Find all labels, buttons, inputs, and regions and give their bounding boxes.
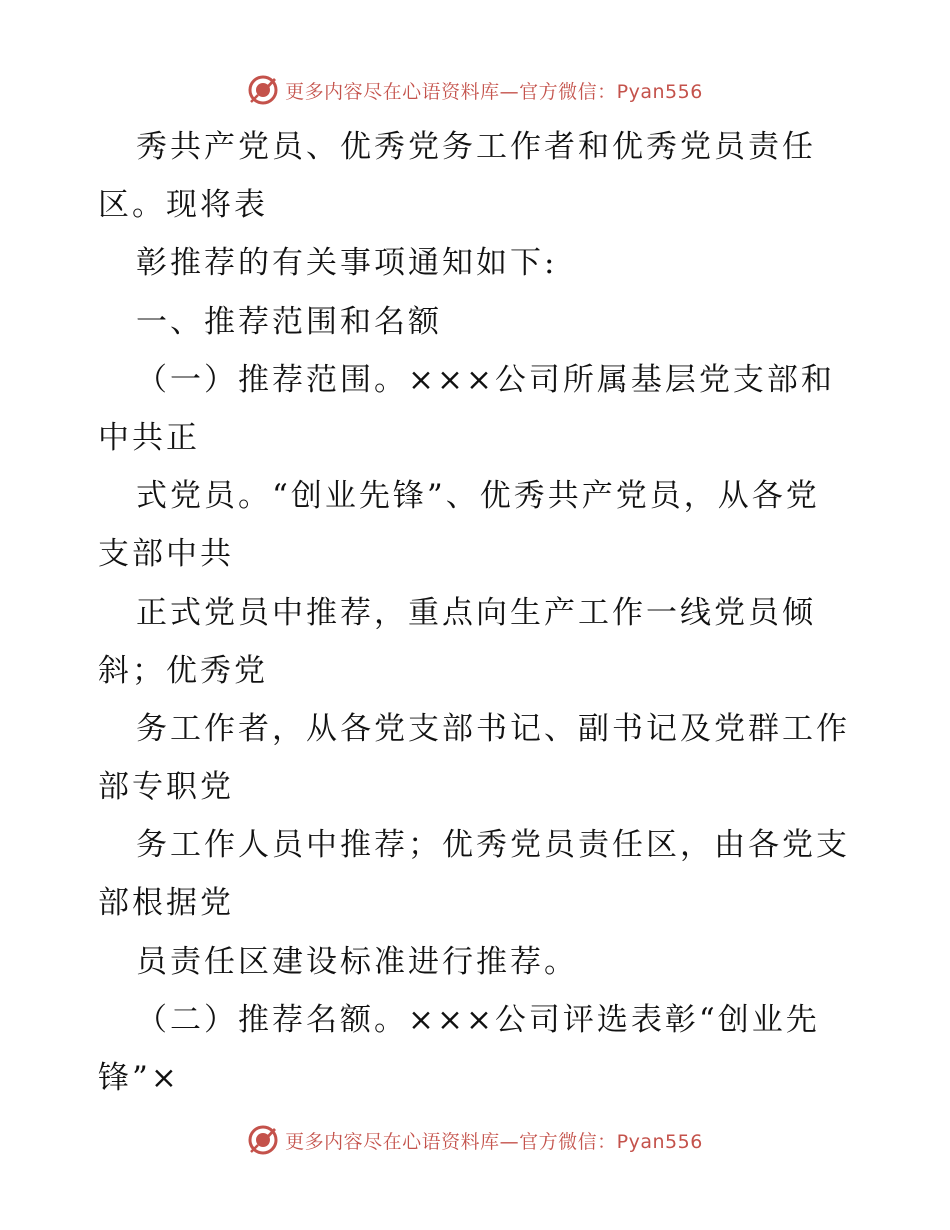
text-line: 秀共产党员、优秀党务工作者和优秀党员责任 — [136, 129, 816, 165]
header-watermark — [0, 70, 950, 110]
text-line: 务工作人员中推荐；优秀党员责任区，由各党支 — [136, 827, 850, 864]
text-line: 式党员。“创业先锋”、优秀共产党员，从各党 — [136, 478, 820, 515]
text-line: 支部中共 — [98, 536, 234, 573]
text-line: 中共正 — [98, 419, 200, 456]
text-line: 区。现将表 — [98, 187, 268, 224]
pen-logo-icon — [247, 74, 279, 106]
text-line: 一、推荐范围和名额 — [136, 303, 442, 340]
text-line: 部根据党 — [98, 885, 234, 922]
watermark-text: 更多内容尽在心语资料库—官方微信：Pyan556 — [285, 1130, 703, 1153]
footer-watermark — [0, 1120, 950, 1160]
text-line: 员责任区建设标准进行推荐。 — [136, 943, 578, 980]
text-line: 锋”× — [98, 1060, 180, 1096]
text-line: 正式党员中推荐，重点向生产工作一线党员倾 — [136, 594, 816, 631]
text-line: （一）推荐范围。×××公司所属基层党支部和 — [136, 361, 835, 398]
text-line: 部专职党 — [98, 769, 234, 806]
pen-logo-icon — [247, 1124, 279, 1156]
text-line: 斜；优秀党 — [98, 652, 268, 689]
text-line: （二）推荐名额。×××公司评选表彰“创业先 — [136, 1001, 820, 1038]
text-line: 务工作者，从各党支部书记、副书记及党群工作 — [136, 710, 850, 747]
text-line: 彰推荐的有关事项通知如下: — [136, 245, 558, 282]
watermark-text: 更多内容尽在心语资料库—官方微信：Pyan556 — [285, 80, 703, 103]
document-body — [98, 118, 858, 1107]
